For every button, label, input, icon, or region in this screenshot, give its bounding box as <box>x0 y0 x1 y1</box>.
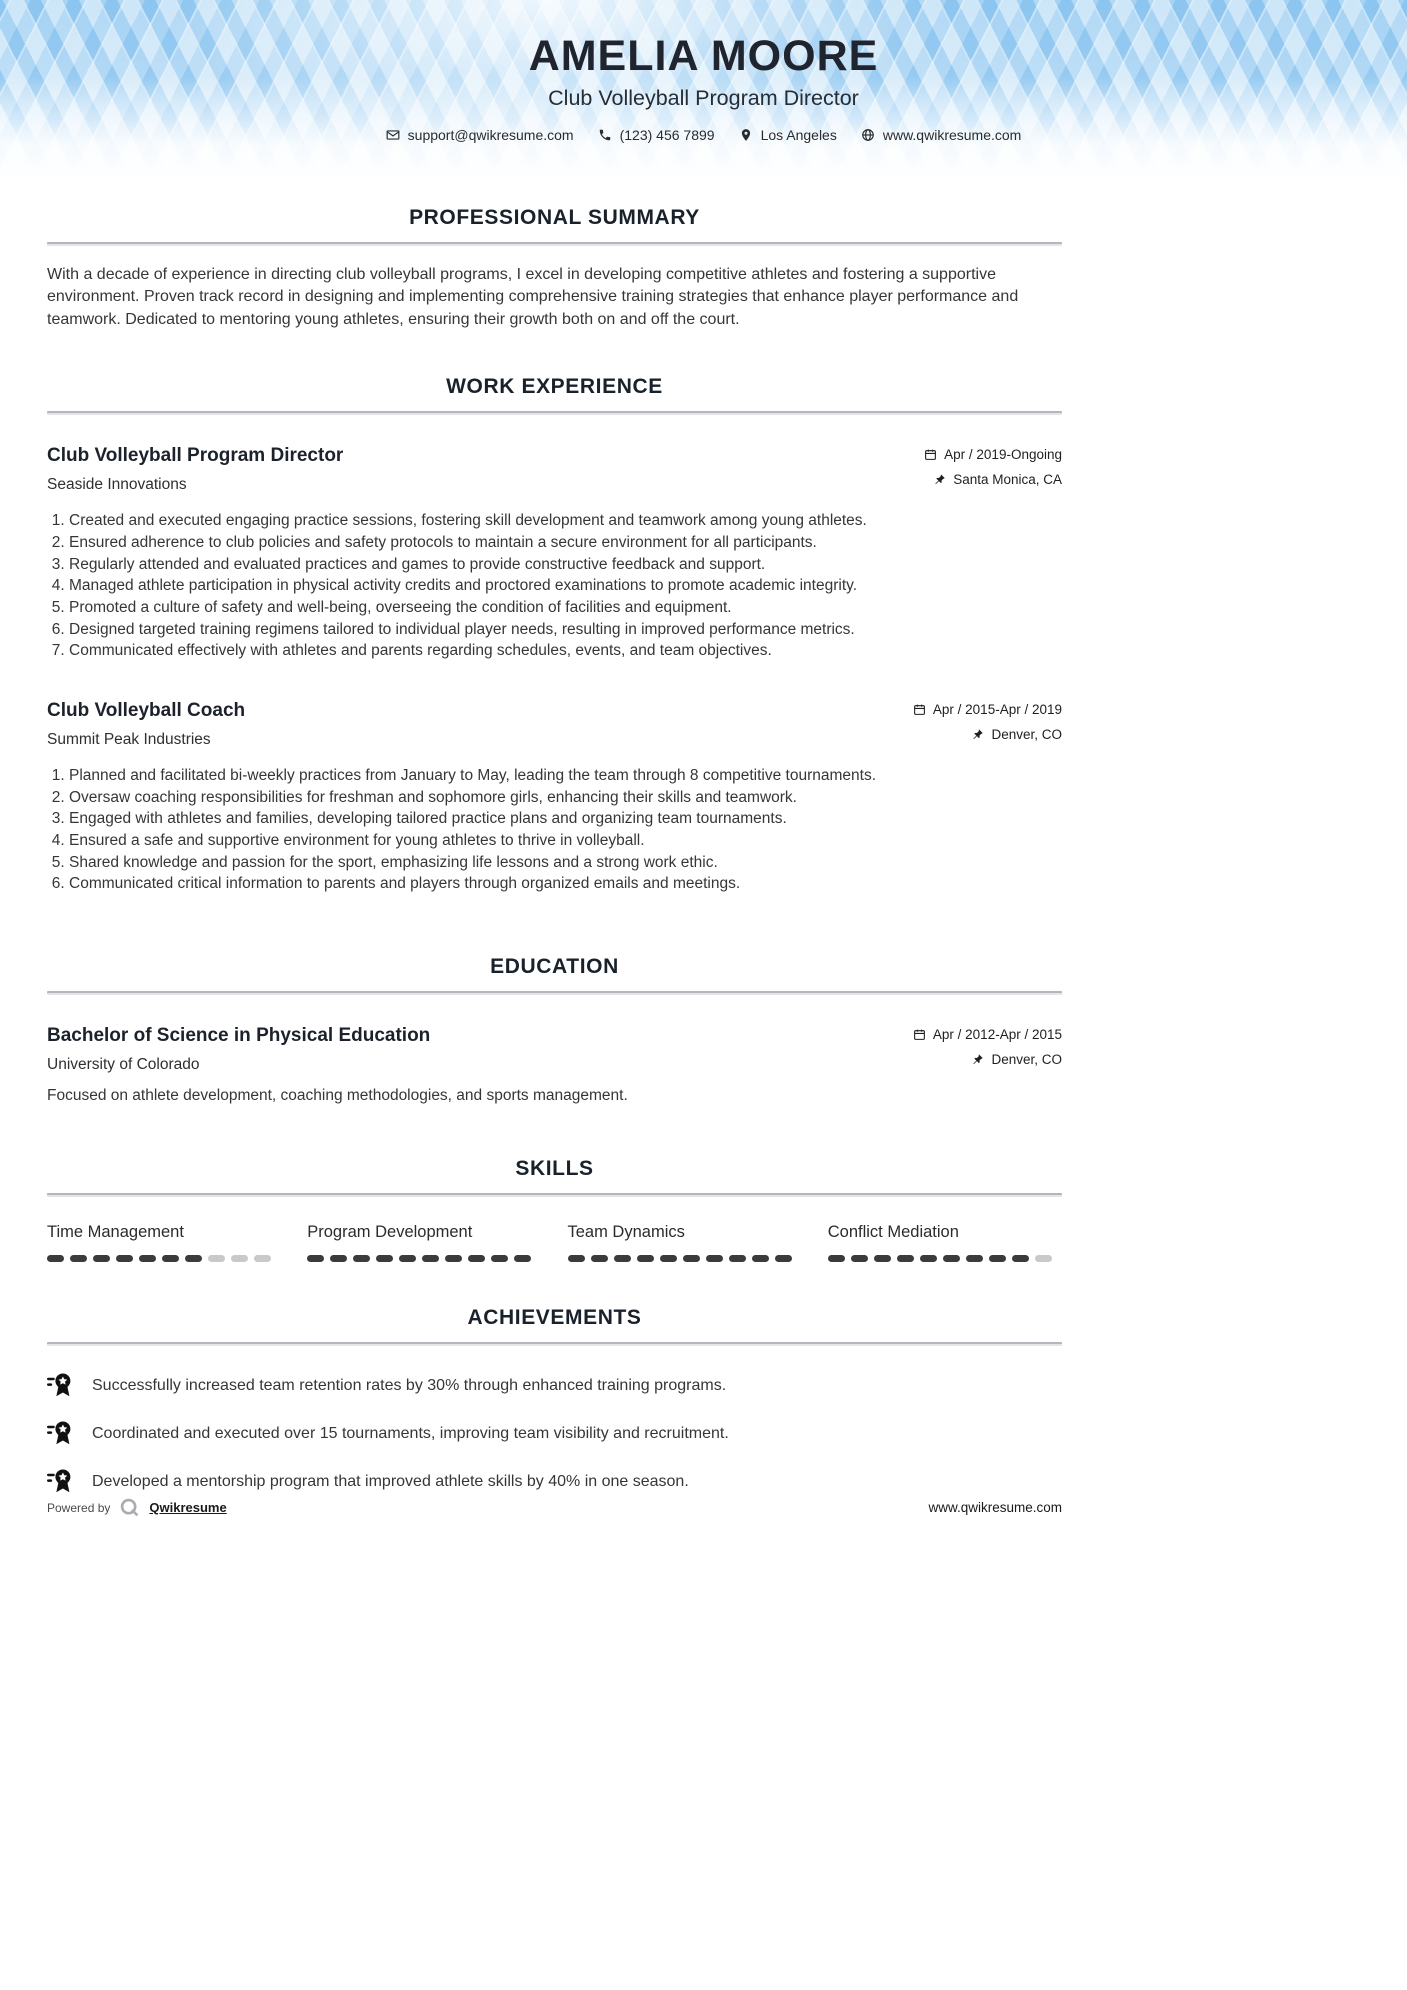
pushpin-icon <box>933 473 946 486</box>
achievement-item <box>47 1372 1062 1399</box>
job-bullet: 2. Oversaw coaching responsibilities for freshman and sophomore girls, enhancing their skills and teamwork. <box>69 787 1062 809</box>
email-icon <box>386 128 400 142</box>
job-bullet: 1. Planned and facilitated bi-weekly practices from January to May, leading the team through 8 competitive tournaments. <box>69 765 1062 787</box>
contact-email <box>386 127 574 143</box>
section-divider <box>47 991 1062 995</box>
contact-website <box>861 127 1021 143</box>
job-bullet: 5. Promoted a culture of safety and well-being, overseeing the condition of facilities and equipment. <box>69 597 1062 619</box>
job-dates <box>924 447 1062 462</box>
skill-level-segment <box>568 1255 585 1262</box>
education-header-right <box>913 1025 1062 1067</box>
job-bullet: 4. Ensured a safe and supportive environment for young athletes to thrive in volleyball. <box>69 830 1062 852</box>
contact-phone <box>598 127 715 143</box>
education-header-left <box>47 1025 430 1074</box>
skill-name: Conflict Mediation <box>827 1223 959 1242</box>
skill-level-segment <box>614 1255 631 1262</box>
skill-level-segment <box>116 1255 133 1262</box>
page-footer <box>47 1497 1062 1518</box>
job-bullet: 4. Managed athlete participation in physical activity credits and proctored examinations to promote academic integrity. <box>69 575 1062 597</box>
skill-level-segment <box>93 1255 110 1262</box>
education-degree: Bachelor of Science in Physical Education <box>47 1025 431 1047</box>
job-header-left <box>47 700 245 749</box>
skill-level-segment <box>468 1255 485 1262</box>
skill-level-segment <box>353 1255 370 1262</box>
job-location-text: Denver, CO <box>991 726 1062 742</box>
section-divider <box>47 1193 1062 1197</box>
skill-level-segment <box>828 1255 845 1262</box>
contact-phone-text: (123) 456 7899 <box>619 127 715 143</box>
qwikresume-link[interactable]: Qwikresume <box>149 1500 227 1515</box>
skill-level-bar <box>828 1255 1062 1262</box>
skill-level-segment <box>208 1255 225 1262</box>
skill-level-segment <box>376 1255 393 1262</box>
job-dates-text: Apr / 2015-Apr / 2019 <box>932 701 1062 717</box>
skill-level-segment <box>966 1255 983 1262</box>
calendar-icon <box>924 448 937 461</box>
job-header <box>47 700 1062 749</box>
skill-level-segment <box>752 1255 769 1262</box>
section-skills <box>47 1157 1062 1262</box>
education-dates-text: Apr / 2012-Apr / 2015 <box>932 1027 1062 1043</box>
achievement-item <box>47 1420 1062 1447</box>
job-location-text: Santa Monica, CA <box>953 472 1062 488</box>
footer-branding <box>47 1497 227 1518</box>
resume-header <box>0 0 1407 182</box>
section-title-skills: SKILLS <box>515 1157 594 1181</box>
skill-level-segment <box>851 1255 868 1262</box>
skill-level-segment <box>231 1255 248 1262</box>
achievement-text: Developed a mentorship program that improved athlete skills by 40% in one season. <box>92 1472 689 1490</box>
skill-level-segment <box>897 1255 914 1262</box>
job-bullet-list <box>47 510 1062 662</box>
qwikresume-logo-icon <box>119 1497 140 1518</box>
skill-name: Program Development <box>307 1223 473 1242</box>
job-company: Seaside Innovations <box>47 476 187 494</box>
powered-by-label: Powered by <box>47 1500 111 1515</box>
achievement-text: Successfully increased team retention rates by 30% through enhanced training programs. <box>92 1376 727 1394</box>
location-icon <box>739 128 753 142</box>
job-bullet: 1. Created and executed engaging practice sessions, fostering skill development and teamwork among young athletes. <box>69 510 1062 532</box>
education-location-text: Denver, CO <box>991 1052 1062 1068</box>
job-header-left <box>47 445 343 494</box>
skill-level-segment <box>514 1255 531 1262</box>
job-bullet: 3. Engaged with athletes and families, developing tailored practice plans and organizing team tournaments. <box>69 808 1062 830</box>
section-title-education: EDUCATION <box>490 955 619 979</box>
skill-level-segment <box>591 1255 608 1262</box>
section-experience <box>47 375 1062 895</box>
skill-item <box>828 1223 1062 1262</box>
skill-level-segment <box>307 1255 324 1262</box>
job-bullet-list <box>47 765 1062 895</box>
contact-website-text: www.qwikresume.com <box>882 127 1022 143</box>
skill-level-segment <box>1035 1255 1052 1262</box>
phone-icon <box>598 128 612 142</box>
skill-level-segment <box>422 1255 439 1262</box>
contact-row <box>0 127 1407 143</box>
skill-level-segment <box>660 1255 677 1262</box>
job-bullet: 6. Designed targeted training regimens tailored to individual player needs, resulting in improved performance metrics. <box>69 619 1062 641</box>
section-summary <box>47 206 1062 331</box>
footer-site-url: www.qwikresume.com <box>928 1500 1062 1515</box>
section-achievements <box>47 1306 1062 1495</box>
skill-level-segment <box>729 1255 746 1262</box>
job-header-right <box>924 445 1062 487</box>
skill-level-segment <box>491 1255 508 1262</box>
job-bullet: 2. Ensured adherence to club policies and safety protocols to maintain a secure environment for all participants. <box>69 532 1062 554</box>
section-title-achievements: ACHIEVEMENTS <box>467 1306 642 1330</box>
skill-level-segment <box>637 1255 654 1262</box>
job-dates-text: Apr / 2019-Ongoing <box>944 447 1062 463</box>
section-title-experience: WORK EXPERIENCE <box>446 375 663 399</box>
job-role: Club Volleyball Program Director <box>47 445 344 467</box>
skill-level-bar <box>47 1255 281 1262</box>
calendar-icon <box>913 703 926 716</box>
globe-icon <box>861 128 875 142</box>
job-bullet: 5. Shared knowledge and passion for the sport, emphasizing life lessons and a strong work ethic. <box>69 852 1062 874</box>
achievement-text: Coordinated and executed over 15 tournaments, improving team visibility and recruitment. <box>92 1424 729 1442</box>
job-entry <box>47 445 1062 662</box>
skill-level-segment <box>445 1255 462 1262</box>
skill-level-segment <box>775 1255 792 1262</box>
skill-level-segment <box>874 1255 891 1262</box>
contact-location-text: Los Angeles <box>760 127 837 143</box>
skill-level-segment <box>162 1255 179 1262</box>
job-entry <box>47 700 1062 895</box>
job-location <box>971 727 1062 742</box>
skill-level-segment <box>139 1255 156 1262</box>
award-icon <box>47 1420 74 1447</box>
skill-level-segment <box>706 1255 723 1262</box>
candidate-name: AMELIA MOORE <box>528 32 879 80</box>
job-role: Club Volleyball Coach <box>47 699 246 721</box>
skill-level-segment <box>185 1255 202 1262</box>
education-location <box>971 1052 1062 1067</box>
skill-item <box>568 1223 802 1262</box>
education-school: University of Colorado <box>47 1056 200 1074</box>
job-header <box>47 445 1062 494</box>
skill-level-segment <box>330 1255 347 1262</box>
skill-level-segment <box>254 1255 271 1262</box>
section-divider <box>47 242 1062 246</box>
resume-body <box>47 206 1062 1495</box>
skill-level-segment <box>47 1255 64 1262</box>
section-divider <box>47 411 1062 415</box>
skill-level-segment <box>399 1255 416 1262</box>
skill-level-segment <box>943 1255 960 1262</box>
pushpin-icon <box>971 728 984 741</box>
award-icon <box>47 1468 74 1495</box>
job-dates <box>913 702 1062 717</box>
skill-level-segment <box>1012 1255 1029 1262</box>
achievement-item <box>47 1468 1062 1495</box>
job-header-right <box>913 700 1062 742</box>
skill-level-segment <box>70 1255 87 1262</box>
education-header <box>47 1025 1062 1074</box>
section-divider <box>47 1342 1062 1346</box>
skill-name: Team Dynamics <box>567 1223 685 1242</box>
skill-item <box>47 1223 281 1262</box>
job-bullet: 7. Communicated effectively with athletes and parents regarding schedules, events, and team objectives. <box>69 640 1062 662</box>
skill-level-segment <box>683 1255 700 1262</box>
section-education <box>47 955 1062 1105</box>
award-icon <box>47 1372 74 1399</box>
section-title-summary: PROFESSIONAL SUMMARY <box>409 206 700 229</box>
skill-name: Time Management <box>47 1223 184 1242</box>
pushpin-icon <box>971 1053 984 1066</box>
contact-location <box>739 127 837 143</box>
candidate-title: Club Volleyball Program Director <box>548 86 859 110</box>
job-company: Summit Peak Industries <box>47 730 211 748</box>
education-entry <box>47 1025 1062 1105</box>
skill-level-bar <box>568 1255 802 1262</box>
job-bullet: 3. Regularly attended and evaluated practices and games to provide constructive feedback and support. <box>69 554 1062 576</box>
education-dates <box>913 1027 1062 1042</box>
job-bullet: 6. Communicated critical information to parents and players through organized emails and meetings. <box>69 873 1062 895</box>
skill-level-segment <box>920 1255 937 1262</box>
skill-level-bar <box>307 1255 541 1262</box>
contact-email-text: support@qwikresume.com <box>407 127 574 143</box>
skills-grid <box>47 1223 1062 1262</box>
skill-level-segment <box>989 1255 1006 1262</box>
skill-item <box>307 1223 541 1262</box>
job-location <box>933 472 1062 487</box>
calendar-icon <box>913 1028 926 1041</box>
education-description: Focused on athlete development, coaching methodologies, and sports management. <box>47 1087 628 1105</box>
summary-text: With a decade of experience in directing club volleyball programs, I excel in developing competitive athletes and fostering a supportive environment. Proven track record in designing and implementing comprehensive training strategies that enhance player performance and teamwork. Dedicated to mentoring young athletes, ensuring their growth both on and off the court. <box>47 266 1019 328</box>
achievement-list <box>47 1372 1062 1495</box>
